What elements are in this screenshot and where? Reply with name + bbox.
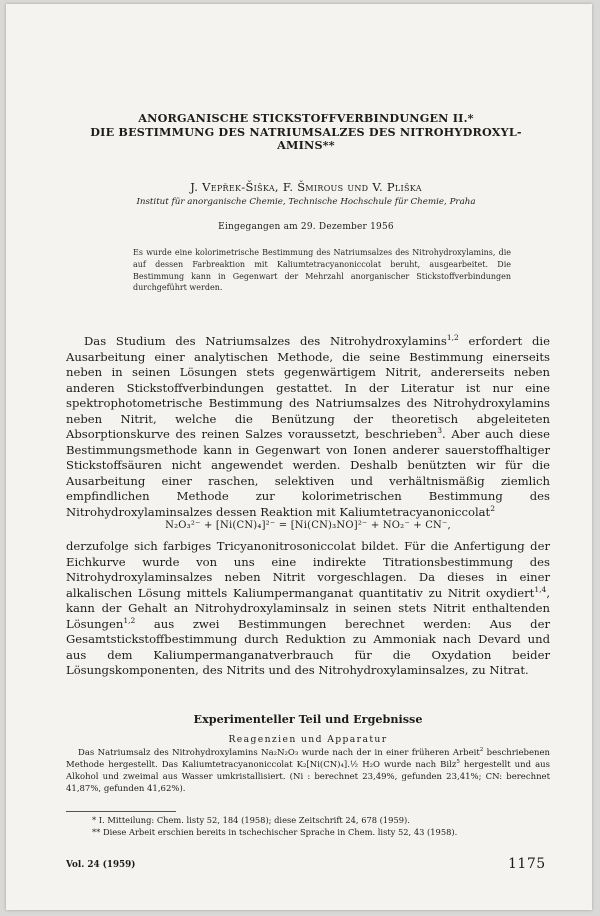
body-paragraph-1: [66, 334, 550, 521]
abstract: Es wurde eine kolorimetrische Bestimmung des Natriumsalzes des Nitrohydroxylamins, die auf dessen Farbreaktion mit Kaliumtetracyanoniccolat beruht, ausgearbeitet. Die Bestimmung kann in Gegenwart der Mehrzahl anorganischer Stickstoffverbindungen durchgeführt werden.: [133, 248, 511, 293]
title-line-2: DIE BESTIMMUNG DES NATRIUMSALZES DES NITROHYDROXYL-: [90, 124, 522, 139]
para1-text-b: erfordert die Ausarbeitung einer analytischen Methode, die seine Bestimmung einerseits neben in seinen Lösungen stets gegenwärtigem Nitrit, andererseits neben anderen Stickstoffverbindungen gestattet. In der Literatur ist nur eine spektrophotometrische Bestimmung des Natriumsalzes des Nitrohydroxylamins neben Nitrit, welche die Benützung der theoretisch abgeleiteten Absorptionskurve des reinen Salzes voraussetzt, beschrieben: [66, 334, 551, 442]
para2-ref-1: 1,4: [534, 584, 547, 594]
article-title: [66, 112, 546, 153]
received-date: Eingegangen am 29. Dezember 1956: [218, 222, 394, 232]
footnote-divider: [66, 811, 176, 812]
para1-ref-1: 1,2: [446, 333, 459, 343]
para2-ref-2: 1,2: [123, 615, 136, 625]
page-number: 1175: [508, 856, 546, 872]
footnote-1-text: I. Mitteilung: Chem. listy 52, 184 (1958); diese Zeitschrift 24, 678 (1959).: [98, 815, 410, 825]
title-line-1: ANORGANISCHE STICKSTOFFVERBINDUNGEN II.*: [138, 111, 474, 125]
para1-ref-2: 3: [437, 426, 442, 436]
section-heading: Experimenteller Teil und Ergebnisse: [193, 712, 423, 726]
reagents-paragraph: [66, 748, 550, 796]
reagents-text-b: beschriebenen Methode hergestellt. Das Kaliumtetracyanoniccolat K₂[Ni(CN)₄].½ H₂O wurde nach Bilz: [66, 748, 550, 770]
reagents-ref-1: 2: [479, 747, 484, 754]
para2-text-b: , kann der Gehalt an Nitrohydroxylaminsalz in seinen stets Nitrit enthaltenden Lösungen: [66, 585, 550, 631]
footnote-1-mark: *: [92, 815, 99, 825]
footnote-2-text: Diese Arbeit erschien bereits in tschechischer Sprache in Chem. listy 52, 43 (1958).: [102, 827, 458, 837]
body-paragraph-2: [66, 539, 550, 679]
para2-text-c: aus zwei Bestimmungen berechnet werden: Aus der Gesamtstickstoffbestimmung durch Reduktion zu Ammoniak nach Devard und aus dem Kaliumpermanganatverbrauch für die Oxydation beider Lösungskomponenten, des Nitrits und des Nitrohydroxylaminsalzes, zu Nitrat.: [66, 616, 550, 678]
institution: Institut für anorganische Chemie, Technische Hochschule für Chemie, Praha: [136, 197, 476, 207]
subsection-heading: Reagenzien und Apparatur: [228, 734, 388, 745]
authors: J. Vepřek-Šiška, F. Šmirous und V. Pliška: [190, 180, 422, 194]
reagents-text-c: hergestellt und aus Alkohol und zweimal aus Wasser umkristallisiert. (Ni : berechnet 23,49%, gefunden 23,41%; CN: berechnet 41,87%, gefunden 41,62%).: [66, 759, 550, 794]
footnote-1: [66, 815, 550, 826]
para1-text-a: Das Studium des Natriumsalzes des Nitrohydroxylamins: [84, 334, 447, 348]
reagents-text-a: Das Natriumsalz des Nitrohydroxylamins Na₂N₂O₃ wurde nach der in einer früheren Arbeit: [78, 748, 480, 758]
title-line-3: AMINS**: [277, 138, 335, 152]
volume-info: Vol. 24 (1959): [66, 860, 136, 870]
para1-ref-3: 2: [490, 504, 496, 514]
para2-text-a: derzufolge sich farbiges Tricyanonitrosoniccolat bildet. Für die Anfertigung der Eichkurve wurde von uns eine indirekte Titrationsbestimmung des Nitrohydroxylaminsalzes neben Nitrit vorgeschlagen. Da dieses in einer alkalischen Lösung mittels Kaliumpermanganat quantitativ zu Nitrit oxydiert: [66, 539, 550, 600]
reaction-equation: N₂O₃²⁻ + [Ni(CN)₄]²⁻ = [Ni(CN)₃NO]²⁻ + NO₂⁻ + CN⁻,: [165, 520, 451, 531]
para1-text-c: . Aber auch diese Bestimmungsmethode kann in Gegenwart von Ionen anderer sauerstoffhaltiger Stickstoffsäuren nicht angewendet werden. Deshalb benützten wir für die Ausarbeitung einer raschen, selektiven und verhältnismäßig ziemlich empfindlichen Methode zur kolorimetrischen Bestimmung des Nitrohydroxylaminsalzes dessen Reaktion mit Kaliumtetracyanoniccolat: [66, 427, 550, 520]
footnote-2-mark: **: [92, 827, 103, 837]
journal-page: [6, 4, 592, 910]
reagents-ref-2: 5: [456, 759, 460, 766]
footnote-2: [66, 827, 550, 838]
